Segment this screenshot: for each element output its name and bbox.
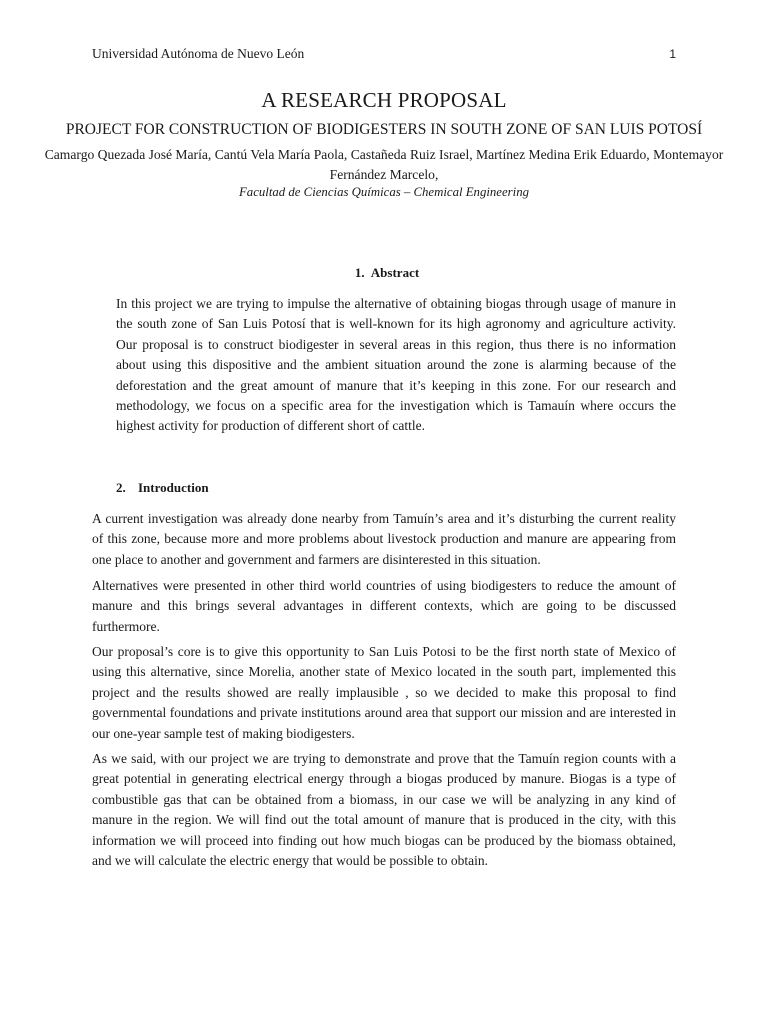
section-title: Abstract bbox=[370, 265, 420, 280]
introduction-paragraph: A current investigation was already done nearby from Tamuín’s area and it’s disturbing the current reality of this zone, because more and more problems about livestock production and manure are appearing from one place to another and government and farmers are disinterested in this situation. bbox=[92, 511, 676, 567]
introduction-paragraph: As we said, with our project we are trying to demonstrate and prove that the Tamuín region counts with a great potential in generating electrical energy through a biogas produced by manure. Biogas is a type of combustible gas that can be obtained from a biomass, in our case we will be analyzing in any kind of manure in the region. We will find out the total amount of manure that is produced in the city, with this information we will proceed into finding out how much biogas can be produced by the biomass obtained, and we will calculate the electric energy that would be possible to obtain. bbox=[92, 751, 676, 869]
running-header: Universidad Autónoma de Nuevo León bbox=[92, 46, 305, 61]
affiliation: Facultad de Ciencias Químicas – Chemical Engineering bbox=[238, 185, 529, 199]
author-list: Camargo Quezada José María, Cantú Vela María Paola, Castañeda Ruiz Israel, Martínez Medina Erik Eduardo, Montemayor Fernández Marcelo, bbox=[44, 147, 724, 182]
abstract-paragraph: In this project we are trying to impulse the alternative of obtaining biogas through usage of manure in the south zone of San Luis Potosí that is well-known for its high agronomy and agriculture activity. Our proposal is to construct biodigester in several areas in this region, thus there is no information about using this dispositive and the ambient situation around the zone is alarming because of the deforestation and the great amount of manure that it’s keeping in this zone. For our research and methodology, we focus on a specific area for the investigation which is Tamauín where occurs the highest activity for production of different short of cattle. bbox=[116, 296, 676, 434]
document-subtitle: PROJECT FOR CONSTRUCTION OF BIODIGESTERS IN SOUTH ZONE OF SAN LUIS POTOSÍ bbox=[65, 121, 703, 138]
section-heading-introduction bbox=[116, 480, 209, 496]
section-number: 1. bbox=[354, 265, 365, 280]
page-number: 1 bbox=[669, 47, 676, 61]
section-title: Introduction bbox=[138, 480, 209, 495]
section-heading-abstract bbox=[0, 265, 768, 281]
document-title: A RESEARCH PROPOSAL bbox=[261, 88, 507, 112]
section-number: 2. bbox=[116, 480, 126, 495]
introduction-paragraph: Alternatives were presented in other third world countries of using biodigesters to reduce the amount of manure and this brings several advantages in different contexts, which are going to be discussed furthermore. bbox=[92, 578, 676, 634]
introduction-paragraph: Our proposal’s core is to give this opportunity to San Luis Potosi to be the first north state of Mexico of using this alternative, since Morelia, another state of Mexico located in the south part, implemented this project and the results showed are really implausible , so we decided to make this proposal to find governmental foundations and private institutions around area that support our mission and are interested in our one-year sample test of making biodigesters. bbox=[92, 644, 676, 741]
